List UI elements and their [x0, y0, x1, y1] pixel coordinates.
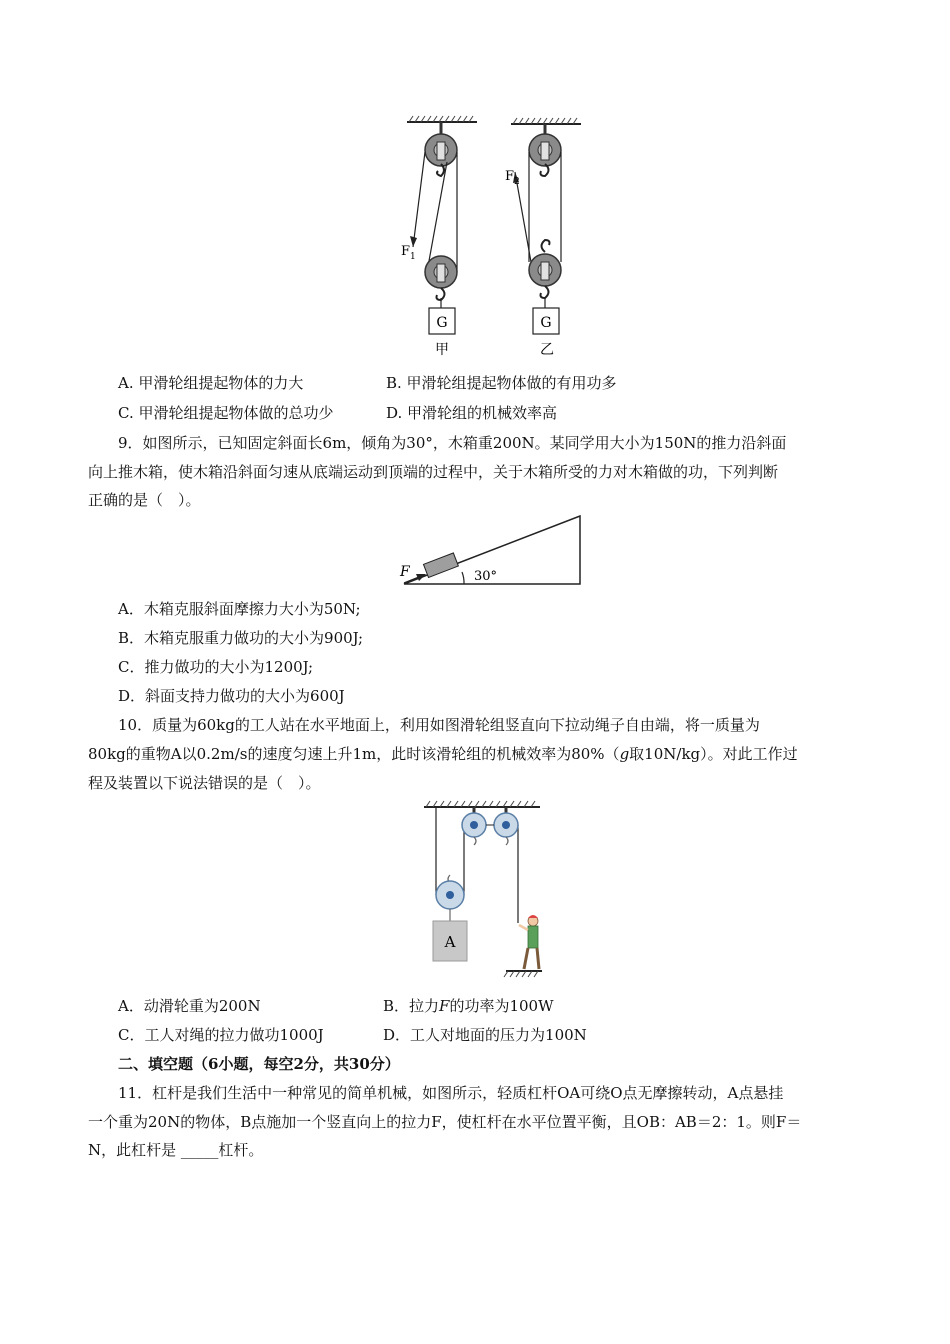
incline-force-label: F — [400, 564, 410, 580]
q11-text-line-3: N，此杠杆是 _____杠杆。 — [88, 1141, 264, 1159]
section-heading: 二、填空题（6小题，每空2分，共30分） — [118, 1055, 400, 1073]
q10-text-line-2 — [88, 744, 798, 764]
pulley-figure-q8 — [395, 112, 585, 362]
incline-angle-label: 30° — [474, 569, 498, 584]
weight-label-yi: G — [540, 315, 552, 331]
q11-text-line-2: 一个重为20N的物体，B点施加一个竖直向上的拉力F，使杠杆在水平位置平衡，且OB：AB＝2：1。则F＝ — [88, 1113, 802, 1131]
q10-option-b-pre: B．拉力 — [383, 997, 440, 1015]
pulley-worker-figure-q10 — [420, 797, 544, 983]
q8-option-a: A. 甲滑轮组提起物体的力大 — [118, 374, 304, 392]
q9-option-c: C．推力做功的大小为1200J; — [118, 658, 314, 676]
q10-option-b-f: F — [439, 997, 450, 1015]
label-jia: 甲 — [435, 342, 449, 358]
incline-figure-q9 — [396, 512, 586, 590]
q10-option-b-post: 的功率为100W — [449, 997, 554, 1015]
q9-option-d: D．斜面支持力做功的大小为600J — [118, 687, 345, 705]
q10-option-a: A．动滑轮重为200N — [118, 997, 261, 1015]
q10-text-line-1: 10．质量为60kg的工人站在水平地面上，利用如图滑轮组竖直向下拉动绳子自由端，将一质量为 — [118, 716, 760, 734]
force-label-f1: F — [401, 244, 411, 259]
force-sub-f1: 1 — [410, 252, 416, 262]
q10-option-c: C．工人对绳的拉力做功1000J — [118, 1026, 324, 1044]
q10-option-b — [383, 996, 554, 1016]
q10-line2-part-b: 取10N/kg）。对此工作过 — [629, 745, 798, 763]
q11-text-line-1: 11．杠杆是我们生活中一种常见的简单机械，如图所示，轻质杠杆OA可绕O点无摩擦转动，A点悬挂 — [118, 1084, 784, 1102]
force-label-f2: F — [505, 169, 515, 184]
q9-text-line-3: 正确的是（ ）。 — [88, 491, 201, 509]
label-yi: 乙 — [540, 342, 554, 358]
q9-text-line-2: 向上推木箱，使木箱沿斜面匀速从底端运动到顶端的过程中，关于木箱所受的力对木箱做的功，下列判断 — [88, 463, 779, 481]
q10-line2-part-a: 80kg的重物A以0.2m/s的速度匀速上升1m，此时该滑轮组的机械效率为80%（ — [88, 745, 620, 763]
weight-label-jia: G — [436, 315, 448, 331]
q9-text-line-1: 9．如图所示，已知固定斜面长6m，倾角为30°，木箱重200N。某同学用大小为150N的推力沿斜面 — [118, 434, 787, 452]
q8-option-b: B. 甲滑轮组提起物体做的有用功多 — [386, 374, 617, 392]
q10-option-d: D．工人对地面的压力为100N — [383, 1026, 587, 1044]
force-sub-f2: 2 — [514, 177, 520, 187]
q10-line2-g: g — [619, 745, 630, 763]
q9-option-b: B．木箱克服重力做功的大小为900J; — [118, 629, 364, 647]
q8-option-c: C. 甲滑轮组提起物体做的总功少 — [118, 404, 334, 422]
q10-text-line-3: 程及装置以下说法错误的是（ ）。 — [88, 774, 321, 792]
q9-option-a: A．木箱克服斜面摩擦力大小为50N; — [118, 600, 361, 618]
q8-option-d: D. 甲滑轮组的机械效率高 — [386, 404, 558, 422]
block-a-label: A — [444, 933, 456, 951]
